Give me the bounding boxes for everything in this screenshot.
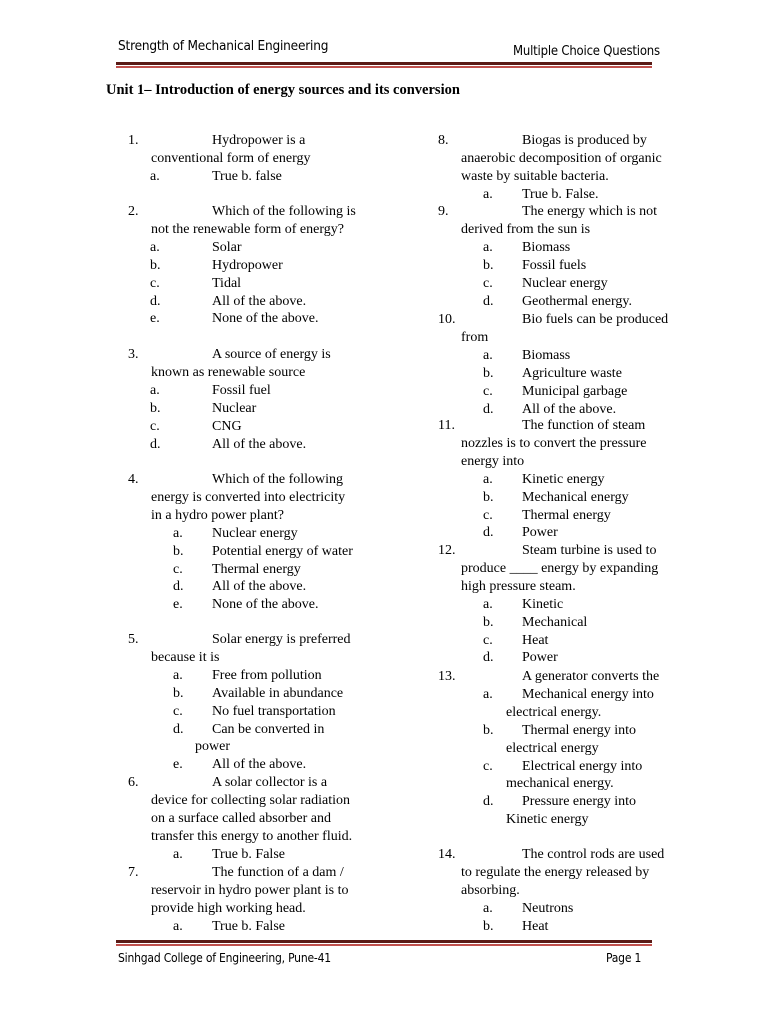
option-label: a.: [483, 347, 493, 363]
question-text: The function of steam: [522, 418, 646, 433]
option-label: d.: [483, 794, 494, 810]
option-text: None of the above.: [212, 597, 319, 613]
question-text: Bio fuels can be produced: [522, 312, 669, 327]
option-text: Pressure energy into: [522, 794, 637, 810]
question-number: 13.: [438, 669, 456, 684]
option-label: c.: [483, 758, 493, 774]
question-text: The control rods are used: [522, 847, 665, 862]
option-label: a.: [173, 667, 183, 683]
option-label: d.: [173, 579, 184, 595]
option-label: b.: [483, 365, 494, 381]
option-label: a.: [483, 686, 493, 702]
option-text: All of the above.: [212, 579, 307, 595]
question-text-continued: derived from the sun is: [461, 221, 591, 237]
question-text-continued: high pressure steam.: [461, 578, 576, 594]
question-number: 1.: [128, 133, 139, 148]
question-text: The function of a dam /: [212, 865, 344, 880]
question-number: 7.: [128, 865, 139, 880]
header-title: Strength of Mechanical Engineering: [118, 38, 329, 54]
option-text: Mechanical: [522, 614, 588, 630]
option-text: Mechanical energy: [522, 489, 629, 505]
question-number: 6.: [128, 775, 139, 790]
option-label: c.: [483, 632, 493, 648]
option-text: Nuclear: [212, 400, 257, 416]
option-text: All of the above.: [522, 401, 617, 417]
option-label: e.: [173, 757, 183, 773]
option-text: Nuclear energy: [522, 275, 608, 291]
option-label: b.: [483, 918, 494, 934]
question-number: 9.: [438, 204, 449, 219]
option-text: Available in abundance: [212, 685, 344, 701]
question-number: 11.: [438, 418, 455, 433]
footer-institution: Sinhgad College of Engineering, Pune-41: [118, 951, 331, 965]
option-text: Kinetic: [522, 596, 564, 612]
option-label: a.: [150, 168, 160, 184]
question-number: 14.: [438, 847, 456, 862]
footer-rule: [116, 940, 652, 946]
option-label: b.: [483, 722, 494, 738]
option-text-continued: power: [195, 739, 230, 755]
question-text-continued: reservoir in hydro power plant is to: [151, 882, 349, 898]
option-text: Fossil fuels: [522, 257, 587, 273]
question-text: A generator converts the: [522, 669, 660, 684]
question-text-continued: not the renewable form of energy?: [151, 221, 344, 237]
option-text: Electrical energy into: [522, 758, 643, 774]
option-text: Biomass: [522, 347, 571, 363]
option-text: Neutrons: [522, 900, 574, 916]
question-text-continued: energy is converted into electricity: [151, 489, 346, 505]
question-text-continued: absorbing.: [461, 882, 520, 898]
option-label: b.: [483, 614, 494, 630]
option-text: Thermal energy: [522, 507, 611, 523]
option-text: None of the above.: [212, 311, 319, 327]
option-label: b.: [483, 489, 494, 505]
option-label: b.: [173, 543, 184, 559]
question-text-continued: on a surface called absorber and: [151, 810, 331, 826]
option-text: Fossil fuel: [212, 382, 271, 398]
question-text-continued: produce ____ energy by expanding: [461, 560, 659, 576]
option-text: Kinetic energy: [522, 471, 605, 487]
question-text: Steam turbine is used to: [522, 543, 657, 558]
option-text: Heat: [522, 918, 549, 934]
option-label: e.: [173, 597, 183, 613]
question-text: The energy which is not: [522, 204, 658, 219]
option-label: c.: [150, 418, 160, 434]
page-number: Page 1: [606, 951, 642, 965]
question-text-continued: transfer this energy to another fluid.: [151, 828, 353, 844]
header-subtitle: Multiple Choice Questions: [513, 44, 660, 59]
option-text: Potential energy of water: [212, 543, 353, 559]
option-label: d.: [150, 293, 161, 309]
option-text: Mechanical energy into: [522, 686, 654, 702]
option-text: True b. False: [212, 846, 285, 862]
option-text: Geothermal energy.: [522, 293, 633, 309]
question-text: Hydropower is a: [212, 133, 306, 148]
option-text-continued: mechanical energy.: [506, 776, 614, 792]
option-text: Can be converted in: [212, 721, 325, 737]
question-text-continued: provide high working head.: [151, 900, 306, 916]
option-label: b.: [150, 257, 161, 273]
option-label: d.: [483, 401, 494, 417]
question-text-continued: because it is: [151, 649, 220, 665]
question-text: A solar collector is a: [212, 775, 328, 790]
question-text-continued: anaerobic decomposition of organic: [461, 150, 662, 166]
option-label: b.: [150, 400, 161, 416]
option-text: All of the above.: [212, 757, 307, 773]
option-text: Solar: [212, 239, 242, 255]
question-number: 2.: [128, 204, 139, 219]
option-label: a.: [483, 239, 493, 255]
option-label: a.: [150, 382, 160, 398]
question-text-continued: to regulate the energy released by: [461, 864, 650, 880]
question-text: Which of the following: [212, 472, 344, 487]
option-text: Thermal energy into: [522, 722, 637, 738]
question-number: 3.: [128, 347, 139, 362]
question-text-continued: energy into: [461, 453, 525, 469]
question-number: 4.: [128, 472, 139, 487]
option-label: a.: [483, 596, 493, 612]
question-text-continued: from: [461, 329, 489, 345]
option-label: c.: [483, 507, 493, 523]
option-text: Agriculture waste: [522, 365, 622, 381]
option-label: a.: [483, 471, 493, 487]
unit-title: Unit 1– Introduction of energy sources and its conversion: [106, 82, 460, 98]
question-number: 8.: [438, 133, 449, 148]
option-label: a.: [173, 525, 183, 541]
option-label: b.: [483, 257, 494, 273]
question-number: 5.: [128, 632, 139, 647]
option-label: d.: [483, 650, 494, 666]
option-text: Municipal garbage: [522, 383, 628, 399]
option-text: Free from pollution: [212, 667, 322, 683]
option-label: d.: [483, 293, 494, 309]
option-text-continued: Kinetic energy: [506, 812, 589, 828]
option-label: c.: [173, 561, 183, 577]
question-text-continued: known as renewable source: [151, 364, 306, 380]
option-label: a.: [150, 239, 160, 255]
question-text-continued: in a hydro power plant?: [151, 507, 284, 523]
option-label: d.: [150, 436, 161, 452]
option-text: True b. False.: [522, 186, 599, 202]
option-text: CNG: [212, 418, 242, 434]
option-text: Power: [522, 525, 558, 541]
option-label: a.: [173, 918, 183, 934]
option-text: Hydropower: [212, 257, 283, 273]
question-text-continued: conventional form of energy: [151, 150, 311, 166]
question-number: 12.: [438, 543, 456, 558]
option-label: e.: [150, 311, 160, 327]
header-rule: [116, 62, 652, 68]
option-text: All of the above.: [212, 293, 307, 309]
option-text-continued: electrical energy.: [506, 704, 602, 720]
option-label: c.: [150, 275, 160, 291]
option-text: Thermal energy: [212, 561, 301, 577]
question-text: Solar energy is preferred: [212, 632, 351, 647]
question-text: Which of the following is: [212, 204, 356, 219]
option-label: a.: [483, 186, 493, 202]
option-text: Power: [522, 650, 558, 666]
option-label: b.: [173, 685, 184, 701]
option-label: c.: [483, 383, 493, 399]
option-label: d.: [483, 525, 494, 541]
option-text: No fuel transportation: [212, 703, 336, 719]
option-text: Nuclear energy: [212, 525, 298, 541]
option-text: True b. false: [212, 168, 282, 184]
option-text: Biomass: [522, 239, 571, 255]
option-label: d.: [173, 721, 184, 737]
option-text: Tidal: [212, 275, 242, 291]
question-text-continued: waste by suitable bacteria.: [461, 168, 609, 184]
option-label: c.: [483, 275, 493, 291]
question-text-continued: device for collecting solar radiation: [151, 792, 351, 808]
question-text: A source of energy is: [212, 347, 331, 362]
option-text: All of the above.: [212, 436, 307, 452]
option-label: c.: [173, 703, 183, 719]
question-text: Biogas is produced by: [522, 133, 647, 148]
question-text-continued: nozzles is to convert the pressure: [461, 435, 647, 451]
option-text-continued: electrical energy: [506, 740, 599, 756]
option-label: a.: [483, 900, 493, 916]
option-label: a.: [173, 846, 183, 862]
question-number: 10.: [438, 312, 456, 327]
option-text: True b. False: [212, 918, 285, 934]
option-text: Heat: [522, 632, 549, 648]
